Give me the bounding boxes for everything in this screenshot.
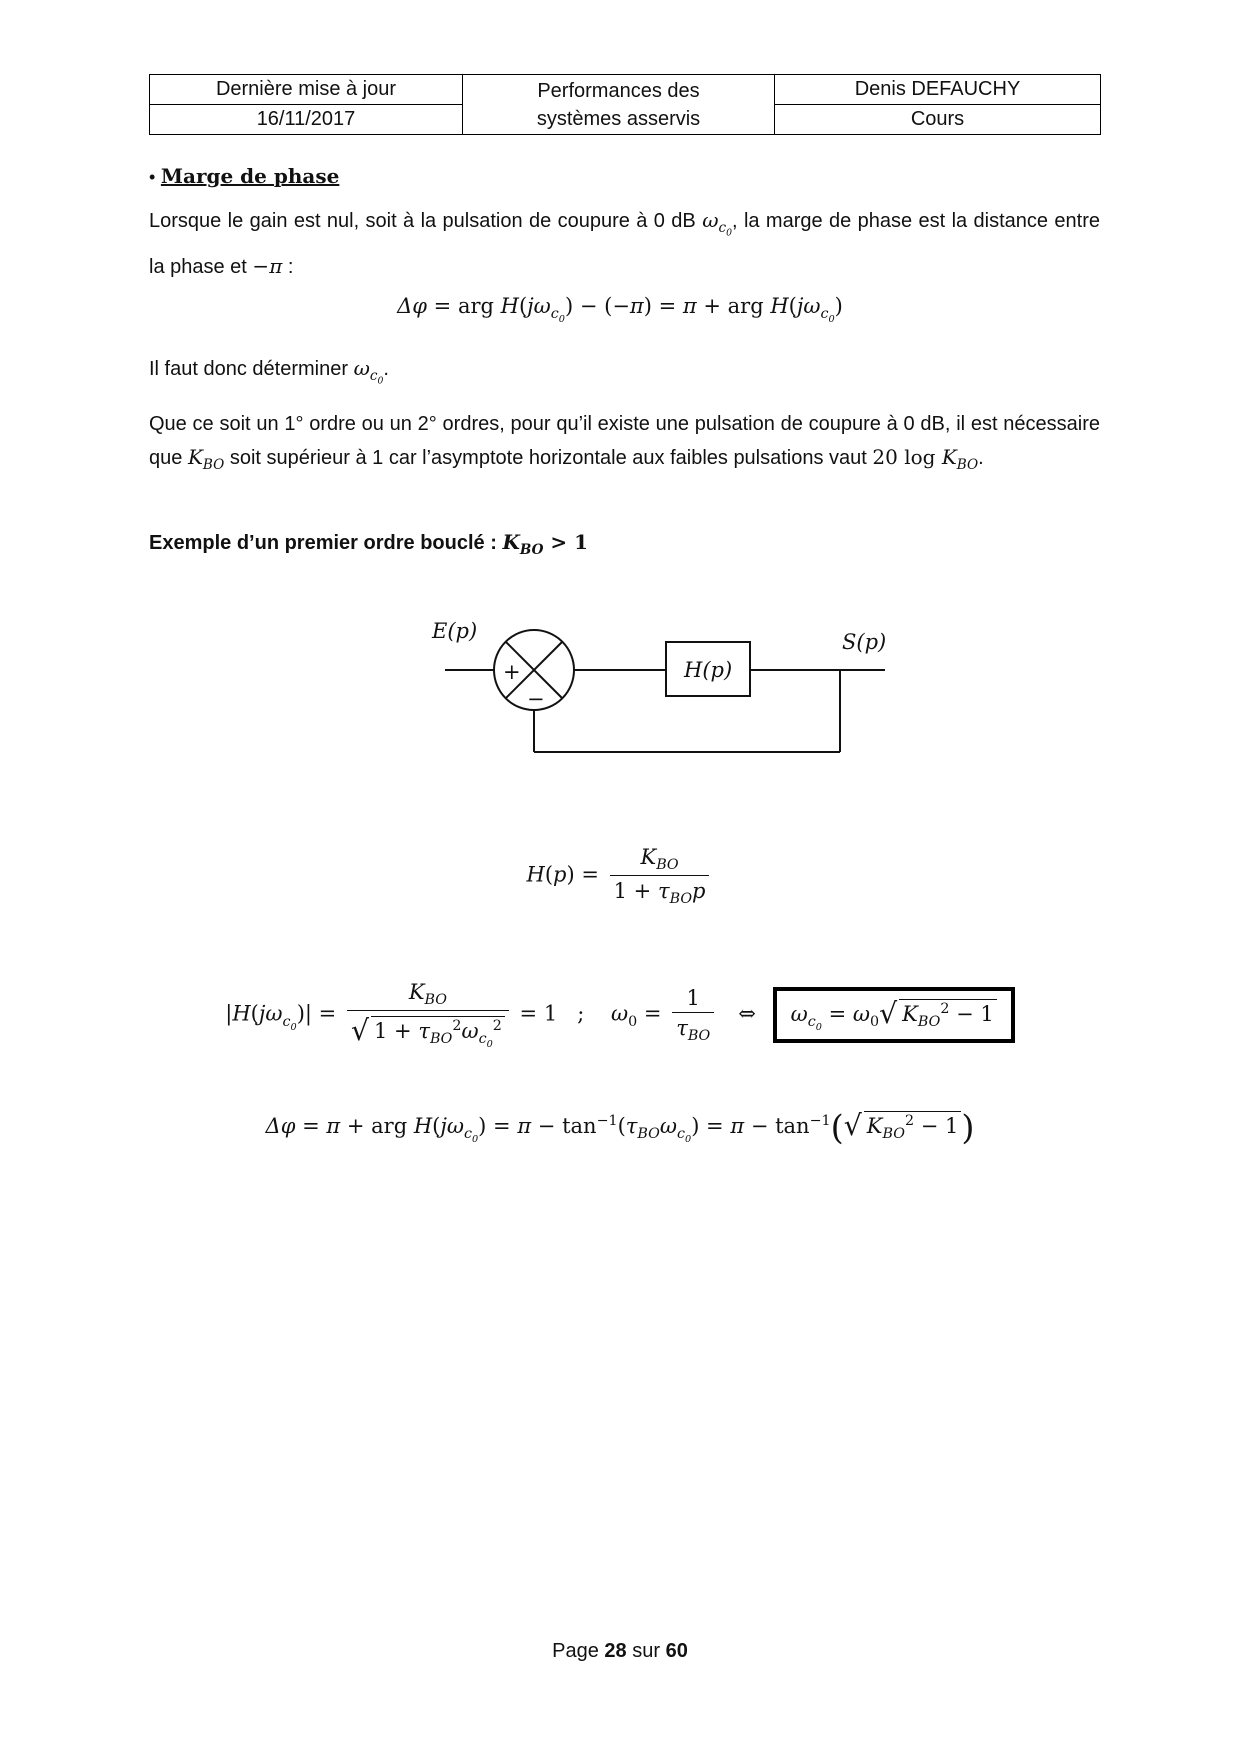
equation-phase-margin: Δφ = arg $H(j\omega_{c_0}) - (-\pi) = \pi$ + arg $H(j\omega_{c_0})$ [397, 294, 843, 326]
paragraph-3: Que ce soit un 1° ordre ou un 2° ordres, pour qu’il existe une pulsation de coupure à 0 dB, il est nécessaire que $K_{BO}$ soit supérieur à 1 car l’asymptote horizontale aux faibles pulsations vaut 20 $\log K_{BO}$. [149, 413, 1100, 473]
p3-text-b: soit supérieur à 1 car l’asymptote horizontale aux faibles pulsations vaut [229, 447, 867, 469]
header-table [149, 74, 1101, 135]
example-label [149, 526, 1100, 567]
plus-sign: + [503, 660, 521, 684]
footer-total-pages: 60 [665, 1640, 688, 1662]
paragraph-2: Il faut donc déterminer $\omega_{c_0}$. [149, 356, 389, 387]
equation-phase-margin-result: Δφ = π + arg $H(j\omega_{c_0}) = \pi - \tan^{-1}(\tau_{BO}\omega_{c_0}) = \pi - \tan^{-1}(√$ $K_{BO}^2 - 1$) [265, 1108, 975, 1147]
p1-text-c: : [287, 255, 294, 278]
course-title [463, 75, 775, 135]
log-kbo-inline: 20 $\log K_{BO}$ [872, 445, 979, 473]
course-title-text: Performances des systèmes asservis [536, 79, 701, 130]
footer-prefix: Page [552, 1640, 599, 1662]
update-date: 16/11/2017 [150, 105, 463, 135]
section-title: Marge de phase [160, 164, 340, 188]
block-diagram [0, 610, 1240, 790]
kbo-inline: $K_{BO}$ [187, 445, 225, 473]
output-label: S(p) [842, 630, 887, 654]
example-label-text: Exemple d’un premier ordre bouclé : [149, 532, 497, 554]
equation-transfer-function: H(p) = $\frac{K_{BO}}{1 + \tau_{BO}p}$ [0, 845, 1240, 907]
doc-type: Cours [775, 105, 1101, 135]
minus-pi-inline: −π [252, 253, 283, 278]
equation-crossover: $|H(j\omega_{c_0})|$ = $\frac{K_{BO}}{√ 1 + \tau_{BO}^2\omega_{c_0}^2}$ = 1 ; $\omega_0$ = $\frac{1}{\tau_{BO}}$ ⇔ $\omega_{c_0} = \omega_0√$ $K_{BO}^2 - 1$ [0, 980, 1240, 1050]
footer-page-number: 28 [604, 1640, 627, 1662]
minus-sign: − [527, 687, 545, 711]
p1-text-b: , la marge de phase est la distance entre la phase et [149, 210, 1101, 278]
input-label: E(p) [432, 619, 478, 643]
last-update-label: Dernière mise à jour [150, 75, 463, 105]
kbo-condition: $K_{BO} > 1$ [502, 530, 589, 558]
paragraph-1 [149, 204, 1100, 284]
p1-text-a: Lorsque le gain est nul, soit à la pulsation de coupure à 0 dB [149, 210, 696, 232]
boxed-result: $\omega_{c_0} = \omega_0√$ $K_{BO}^2 - 1$ [773, 987, 1015, 1043]
p3-text-a: Que ce soit un 1° ordre ou un 2° ordres, pour qu’il existe une pulsation de coupure à 0 dB, il est nécessaire que [149, 413, 1100, 469]
section-bullet: • [149, 167, 156, 187]
block-label: H(p) [684, 658, 733, 682]
section-heading [149, 160, 1100, 194]
omega-c0-inline-2: $\omega_{c_0}$ [353, 356, 384, 387]
omega-c0-inline: $\omega_{c_0}$ [702, 208, 733, 239]
footer-middle: sur [632, 1640, 661, 1662]
author: Denis DEFAUCHY [775, 75, 1101, 105]
page-footer [0, 1640, 1240, 1663]
p2-text: Il faut donc déterminer [149, 358, 348, 380]
